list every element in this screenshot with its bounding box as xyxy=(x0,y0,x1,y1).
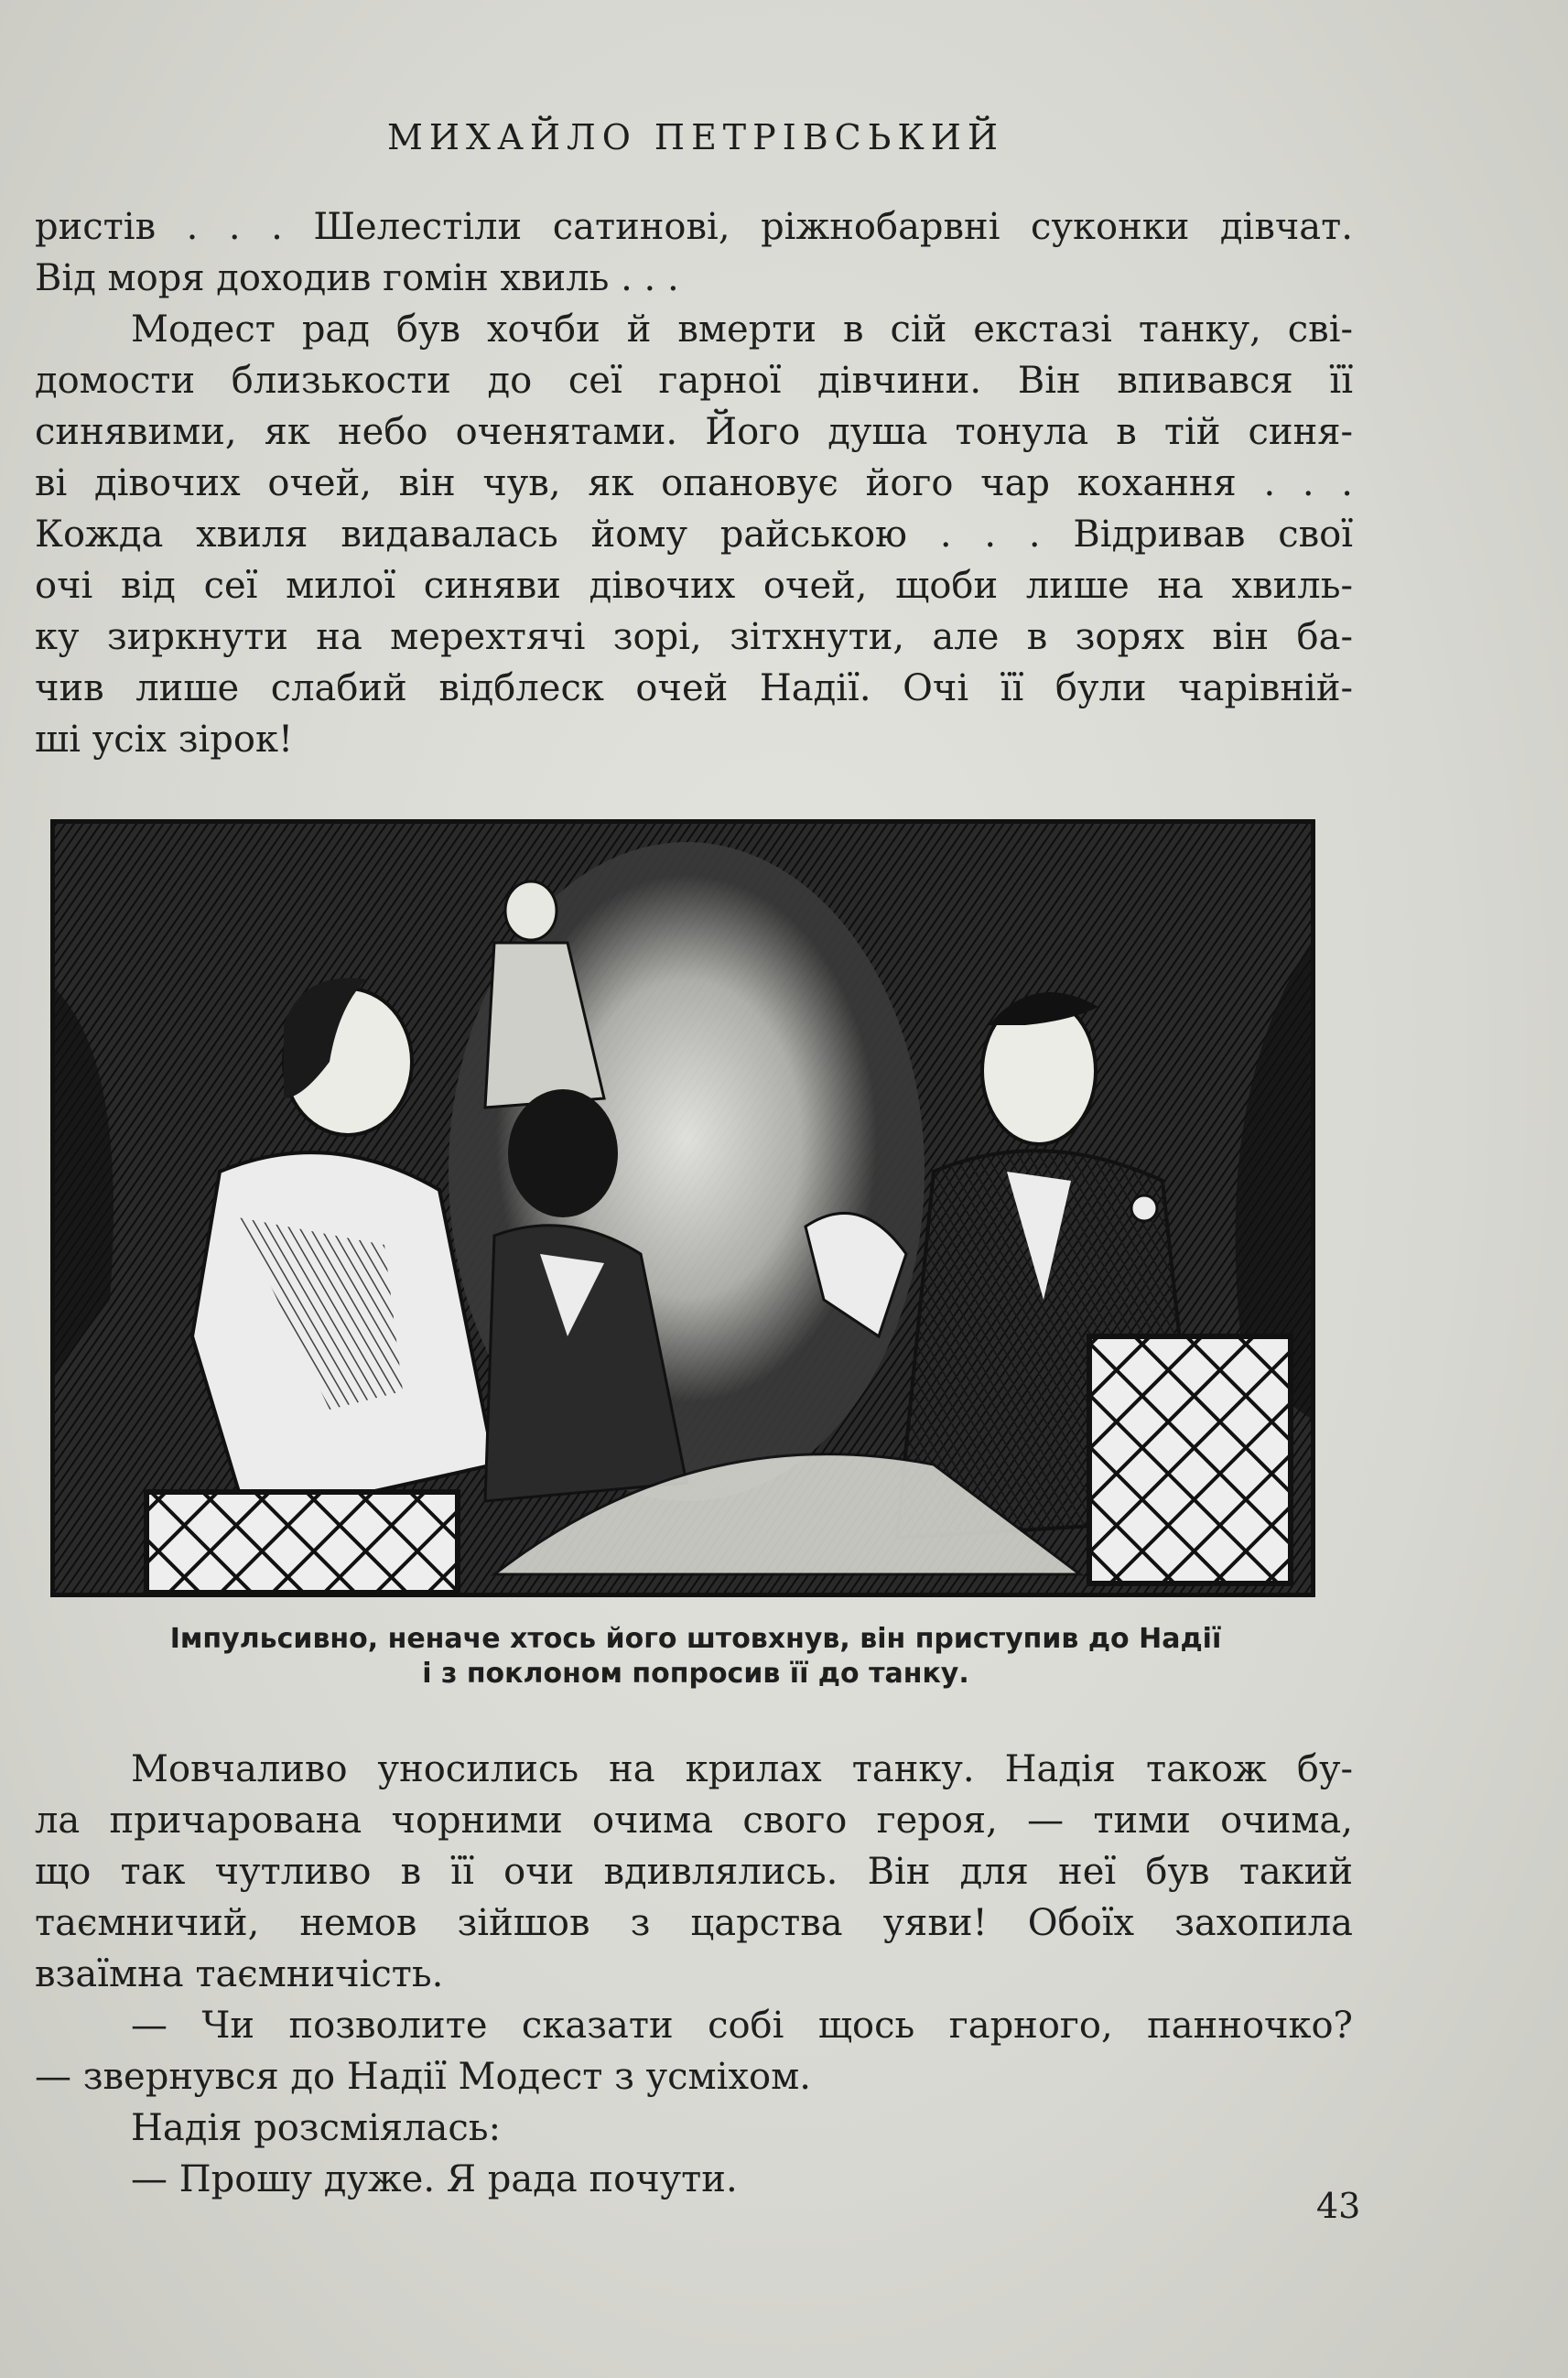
page-number: 43 xyxy=(1316,2186,1361,2226)
text-line: Від моря доходив гомін хвиль . . . xyxy=(35,257,679,299)
caption-line: Імпульсивно, неначе хтось його штовхнув, він приступив до Надії xyxy=(169,1623,1222,1655)
text-line: Кожда хвиля видавалась йому райською . . . Відривав свої xyxy=(35,513,1353,556)
illustration-caption xyxy=(73,1622,1318,1692)
text-line: ку зиркнути на мерехтячі зорі, зітхнути, але в зорях він ба- xyxy=(35,616,1353,658)
dance-scene-illustration xyxy=(50,819,1315,1597)
text-line: що так чутливо в її очи вдивлялись. Він для неї був такий xyxy=(35,1851,1353,1893)
text-line: ла причарована чорними очима свого героя, — тими очима, xyxy=(35,1800,1353,1842)
text-line: ші усіх зірок! xyxy=(35,719,294,761)
text-line: Надія розсміялась: xyxy=(131,2107,502,2149)
text-line: таємничий, немов зійшов з царства уяви! Обоїх захопила xyxy=(35,1902,1353,1944)
illustration-drawing xyxy=(55,824,1311,1593)
text-line: — Прошу дуже. Я рада почути. xyxy=(131,2158,738,2200)
caption-line: і з поклоном попросив її до танку. xyxy=(422,1658,969,1690)
lattice-chair-left xyxy=(146,1492,458,1593)
running-header: МИХАЙЛО ПЕТРІВСЬКИЙ xyxy=(386,117,1005,157)
lattice-chair-right xyxy=(1089,1336,1291,1584)
text-line: взаїмна таємничість. xyxy=(35,1953,444,1995)
text-line: синявими, як небо оченятами. Його душа тонула в тій синя- xyxy=(35,411,1353,453)
text-line: ві дівочих очей, він чув, як опановує його чар кохання . . . xyxy=(35,462,1353,504)
text-line: ристів . . . Шелестіли сатинові, ріжнобарвні суконки дівчат. xyxy=(35,206,1353,248)
text-line: — Чи позволите сказати собі щось гарного, панночко? xyxy=(131,2005,1353,2047)
text-line: очі від сеї милої синяви дівочих очей, щоби лише на хвиль- xyxy=(35,565,1353,607)
bottom-text-block xyxy=(35,1744,1353,2205)
text-line: Модест рад був хочби й вмерти в сій екстазі танку, сві- xyxy=(131,308,1353,351)
text-line: — звернувся до Надії Модест з усміхом. xyxy=(35,2056,811,2098)
top-text-block xyxy=(35,201,1353,765)
text-line: Мовчаливо уносились на крилах танку. Надія також бу- xyxy=(131,1748,1353,1790)
text-line: домости близькости до сеї гарної дівчини. Він впивався її xyxy=(35,360,1353,402)
text-line: чив лише слабий відблеск очей Надії. Очі її були чарівній- xyxy=(35,667,1353,709)
